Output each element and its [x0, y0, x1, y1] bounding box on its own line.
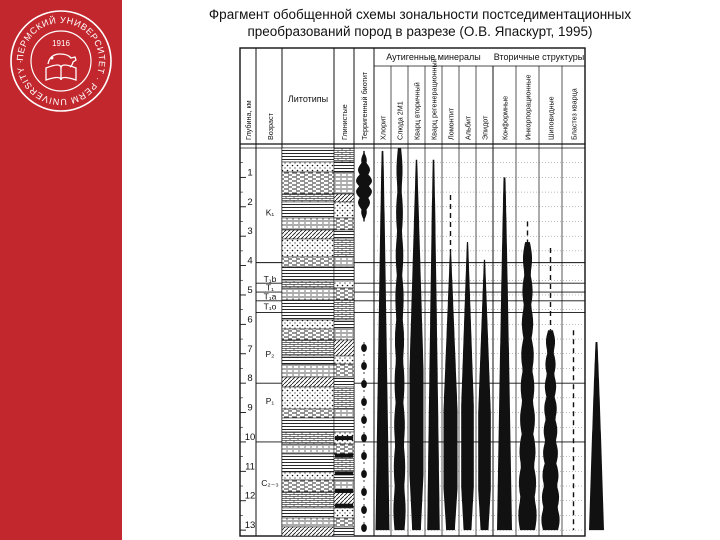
age-label: T₁a [263, 291, 277, 302]
clay-layer [334, 230, 354, 239]
lithology-layer [282, 387, 334, 409]
mineral-label: Слюда 2М1 [395, 101, 405, 140]
depth-label: 12 [244, 490, 256, 502]
depth-label: 1 [247, 167, 253, 179]
clay-layer [334, 340, 354, 356]
mineral-label: Ломонтит [446, 107, 456, 140]
clay-layer [334, 300, 354, 320]
logo-ring-text: ПЕРМСКИЙ УНИВЕРСИТЕТ · PERM UNIVERSITY · [14, 14, 108, 108]
header-depth: Глубина, км [244, 100, 253, 140]
clay-layer [334, 364, 354, 377]
lithology-layer [282, 492, 334, 508]
range-taper [589, 342, 604, 530]
clay-layer [334, 356, 354, 364]
clay-layer [334, 320, 354, 329]
range-spindle [478, 260, 491, 530]
mineral-label: Кварц вторичный [412, 82, 422, 140]
lithology-column [282, 148, 354, 536]
lithology-layer [282, 518, 334, 527]
mineral-label: Кварц регенерационный [429, 58, 439, 140]
lithology-layer [282, 444, 334, 454]
clay-layer [334, 218, 354, 230]
range-lens [356, 151, 372, 222]
clay-layer [334, 162, 354, 172]
clay-marker-band [335, 489, 353, 493]
lithology-layer [282, 239, 334, 257]
depth-label: 8 [247, 373, 253, 385]
structure-label: Инкорпорационные [523, 74, 533, 140]
range-bead [518, 242, 536, 530]
logo-year: 1916 [52, 39, 70, 48]
lithology-layer [282, 472, 334, 480]
group-secondary-structures: Вторичные структуры [493, 52, 585, 62]
clay-layer [334, 377, 354, 387]
bear-on-book-icon [46, 54, 76, 80]
lithology-layer [282, 340, 334, 356]
clay-layer [334, 329, 354, 340]
age-label: P₁ [265, 395, 275, 406]
clay-layer [334, 518, 354, 527]
age-label: P₂ [265, 348, 275, 359]
lithology-layer [282, 364, 334, 377]
age-labels [261, 208, 278, 488]
clay-layer [334, 202, 354, 218]
clay-layer [334, 148, 354, 162]
lithology-layer [282, 202, 334, 218]
clay-layer [334, 508, 354, 518]
depth-label: 13 [244, 520, 256, 532]
clay-marker-band [335, 504, 353, 508]
mineral-label: Хлорит [378, 115, 388, 140]
range-spindle [461, 242, 474, 530]
structure-label: Шиповидные [546, 96, 556, 140]
structure-label: Конформные [500, 95, 510, 140]
depth-label: 7 [247, 343, 253, 355]
group-authigenic-minerals: Аутигенные минералы [386, 52, 481, 62]
lithology-layer [282, 288, 334, 300]
depth-label: 3 [247, 226, 253, 238]
zonality-diagram [236, 44, 620, 540]
clay-marker-band [335, 436, 353, 440]
mineral-label: Эпидот [480, 115, 490, 140]
range-spindle [410, 160, 424, 530]
header-clays: Глинистые [340, 104, 349, 140]
depth-label: 4 [247, 255, 253, 267]
clay-layer [334, 194, 354, 202]
lithology-layer [282, 454, 334, 472]
clay-layer [334, 267, 354, 281]
age-label: T₁b [263, 273, 277, 284]
clay-layer [334, 172, 354, 194]
depth-label: 2 [247, 196, 253, 208]
header-age: Возраст [266, 113, 275, 140]
side-band [0, 0, 122, 540]
age-label: C₂₋₃ [261, 478, 279, 489]
lithology-layer [282, 194, 334, 202]
slide-title [150, 6, 690, 40]
slide-title-line-2: преобразований пород в разрезе (О.В. Япаскурт, 1995) [247, 24, 593, 39]
lithology-layer [282, 432, 334, 444]
range-taper [427, 160, 440, 530]
lithology-layer [282, 300, 334, 320]
age-label: K₁ [265, 207, 275, 218]
clay-layer [334, 444, 354, 454]
depth-label: 11 [245, 461, 255, 473]
lithology-layer [282, 320, 334, 329]
lithology-layer [282, 409, 334, 418]
clay-layer [334, 288, 354, 300]
mineral-column-labels [379, 58, 579, 140]
age-label: T₁ [265, 282, 275, 293]
header-lithotypes: Литотипы [287, 94, 329, 104]
clay-layer [334, 281, 354, 288]
depth-label: 9 [247, 402, 253, 414]
clay-layer [334, 387, 354, 409]
lithology-layer [282, 480, 334, 492]
clay-layer [334, 418, 354, 432]
depth-scale [240, 163, 255, 531]
range-bead [541, 330, 559, 530]
lithology-layer [282, 508, 334, 518]
depth-label: 10 [244, 431, 256, 443]
clay-layer [334, 409, 354, 418]
lithology-layer [282, 257, 334, 267]
clay-layer [334, 239, 354, 257]
lithology-layer [282, 527, 334, 536]
lithology-layer [282, 418, 334, 432]
clay-layer [334, 257, 354, 267]
university-logo [8, 8, 114, 114]
lithology-layer [282, 172, 334, 194]
lithology-layer [282, 218, 334, 230]
zonality-diagram-svg [236, 44, 620, 540]
lithology-layer [282, 377, 334, 387]
lithology-layer [282, 329, 334, 340]
lithology-layer [282, 281, 334, 288]
range-bead [393, 148, 405, 530]
age-label: T₁o [263, 301, 277, 312]
depth-label: 5 [247, 284, 253, 296]
range-taper [376, 151, 390, 530]
lithology-layer [282, 162, 334, 172]
mineral-ranges [356, 148, 604, 532]
depth-label: 6 [247, 314, 253, 326]
lithology-layer [282, 356, 334, 364]
slide-title-line-1: Фрагмент обобщенной схемы зональности постседиментационных [208, 7, 632, 22]
lithology-layer [282, 230, 334, 239]
clay-layer [334, 527, 354, 536]
header-terrigenous-biotite: Терригенный биотит [360, 71, 369, 140]
range-spindle [444, 254, 458, 530]
clay-marker-band [335, 471, 353, 475]
structure-label: Бластез кварца [569, 88, 579, 140]
clay-marker-band [335, 454, 353, 458]
svg-text:ПЕРМСКИЙ УНИВЕРСИТЕТ · PERM UN [15, 14, 107, 107]
mineral-label: Альбит [463, 115, 473, 140]
lithology-layer [282, 148, 334, 162]
lithology-layer [282, 267, 334, 281]
